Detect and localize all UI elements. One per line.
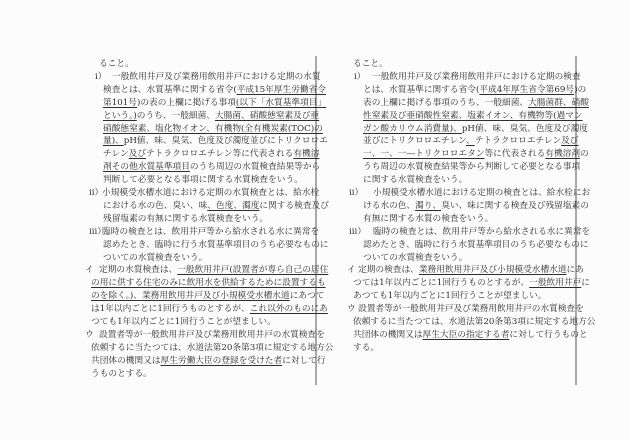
text-line [0,97,589,110]
line-text [363,174,573,187]
underlined-amendment: 業務用飲用井戸及び小規模受水槽水道 [418,265,567,276]
text-segment: のうち、一般細菌、 [136,110,215,121]
text-segment: する。 [353,342,380,353]
text-segment: うち周辺の水質検査結果等から判断して必要となる事項 [363,162,581,173]
line-text [363,123,588,136]
underlined-amendment: という。) [103,110,137,121]
text-segment: 設置者等が一般飲用井戸及び業務用飲用井戸の水質検査を [358,304,584,315]
text-line [0,123,588,136]
line-text [363,161,581,174]
text-segment: は1年以内ごとに1回行うものとするが、 [91,304,250,315]
text-segment: 認めたとき、臨時に行う水質基準項目のうち必要なものに [103,239,329,250]
line-text [363,84,587,97]
text-segment: ける水の色、 [363,200,416,211]
line-text [358,303,584,316]
text-line [0,303,584,316]
underlined-amendment: 有機溶 [293,149,320,160]
text-segment: 依頼するに当たつては、水道法第20条第3項に規定する地方公 [91,342,334,353]
text-segment: 検査とは、水質基準に関する省令( [103,84,237,95]
line-text [363,213,573,226]
text-segment: 等に代表される [484,149,546,160]
list-marker: イ [347,265,356,276]
text-segment: のうち周辺の水質検査結果等から [189,162,321,173]
underlined-amendment: のを除く。)、業務用飲用井戸及び小規模受水槽水道 [91,291,290,302]
line-text [363,252,573,265]
line-text [353,329,588,342]
text-segment: ついての水質検査をいう。 [103,252,208,263]
text-segment: 小規模受水槽水道における定期の水質検査とは、給水栓 [102,188,320,198]
text-segment: 共団体の機関又は [91,355,161,366]
line-text [353,316,596,329]
text-line [0,200,589,213]
text-line [0,329,588,342]
text-segment: うものとする。 [91,368,152,379]
line-text [363,97,589,110]
text-line [0,84,587,97]
text-segment: 並びにトリクロロエチレン [363,136,466,147]
underlined-amendment: 硝酸態窒素、塩化物イオン、有機物(全有機炭素(TOC)の [103,123,323,134]
text-segment: pH値、味、臭気、色度及び濁度 [461,123,588,134]
text-segment: テトラクロロエチレン等に代表される [146,149,294,160]
underlined-amendment: これ以外のものにあ [249,304,328,315]
text-segment: 定期の検査は、 [358,265,419,276]
underlined-amendment: 厚生労働大臣の登録を受けた者 [160,355,283,366]
text-segment: 臭い、味に関する検査及び残留塩素の [441,200,589,211]
text-segment: 臨時の検査とは、飲用井戸等から給水される水に異常を [373,226,591,237]
text-line [0,135,579,148]
text-segment: テトラクロロエチレン [474,136,562,147]
text-segment: つては1年以内ごとに1回行うものとするが、 [353,278,530,289]
text-line [0,226,591,239]
underlined-amendment: (以下「水質基準項目」 [235,97,327,108]
text-segment: ること。 [99,59,134,69]
line-text [372,71,581,84]
underlined-amendment: 大腸菌群、硝酸 [528,97,589,108]
text-line [0,239,589,252]
text-segment: 残留塩素の有無に関する水質検査をいう。 [103,213,269,224]
text-segment: に対して行 [282,355,326,366]
text-line [0,290,573,303]
text-line [0,148,589,161]
underlined-amendment: 性窒素及び亜硝酸性窒素、塩素イオン、有機物等(過マン [363,110,583,121]
line-text [358,264,584,277]
text-line [0,316,596,329]
text-segment: pH値、味、臭気、色度及び濁度並びにトリクロロエ [123,136,328,147]
underlined-amendment: 一般飲用井戸(設置者が専ら自己の居住 [177,265,329,276]
list-marker: i） [95,71,107,82]
text-segment: )の表の上欄に掲げる事項 [136,97,236,108]
underlined-amendment: 量)、 [103,136,124,147]
list-marker: ii） [349,188,364,198]
text-segment: 判断して必要となる事項に関する水質検査をいう。 [103,175,303,186]
text-segment: 表の上欄に掲げる事項のうち、一般細菌、 [363,97,529,108]
text-segment: ること。 [353,59,388,69]
text-line [0,277,590,290]
text-line [0,213,573,226]
text-segment: 有無に関する水質の検査をいう。 [363,213,494,224]
text-segment: にあつて [289,291,325,302]
underlined-amendment: 平成4年厚生省令第69号 [479,84,575,95]
list-marker: ii） [89,188,104,198]
text-line [0,342,573,355]
underlined-amendment: 厚生大臣の指定する者 [422,329,510,340]
text-segment: に関する水質検査をいう。 [363,175,468,186]
text-segment: つても1年以内ごとに1回行うことが望ましい。 [91,317,276,327]
underlined-amendment: 及び [128,149,147,160]
text-segment: 認めたとき、臨時に行う水質基準項目のうち必要なものに [363,239,589,250]
text-segment: における水の色、臭い、味 [103,200,208,211]
line-text [373,226,591,239]
underlined-amendment: ガン酸カリウム消費量)、 [363,123,462,134]
line-text [353,290,573,303]
text-line [0,58,573,71]
text-segment: 一般飲用井戸及び業務用飲用井戸における定期の水質 [112,71,321,82]
line-text [363,200,589,213]
text-line [0,161,581,174]
text-segment: 依頼するに当たつては、水道法第20条第3項に規定する地方公 [353,317,596,327]
text-segment: )の [574,84,587,95]
underlined-amendment: 第101号 [103,97,137,108]
line-text [363,110,583,123]
text-line [0,71,581,84]
list-marker: イ [85,265,94,276]
text-segment: 設置者等が一般飲用井戸及び業務用飲用井戸の水質検査を [99,329,325,340]
underlined-amendment: 平成15年厚生労働省令 [236,84,326,95]
text-segment: 小規模受水槽水道における定期の検査とは、給水栓にお [373,188,591,198]
line-text [363,135,579,148]
list-marker: ウ [347,304,356,315]
line-text [363,239,589,252]
underlined-amendment: 濁り、 [415,200,442,211]
text-segment: の [580,149,589,160]
text-line [0,264,584,277]
line-text [373,187,591,200]
underlined-amendment: 、色度、濁度 [207,200,260,211]
underlined-amendment: 一般飲用井戸 [529,278,582,289]
text-segment: 共団体の機関又は [353,329,423,340]
list-marker: i） [354,71,366,82]
text-segment: ついての水質検査をいう。 [363,252,468,263]
text-segment: とは、水質基準に関する省令( [363,84,480,95]
text-segment: 一般飲用井戸及び業務用飲用井戸における定期の検査 [372,71,581,82]
text-segment: あつても1年以内ごとに1回行うことが望ましい。 [353,291,547,302]
text-segment: に対して行うものと [509,329,588,340]
text-line [0,252,573,265]
text-segment: 臨時の検査とは、飲用井戸等から給水される水に異常を [102,226,320,237]
underlined-amendment: 有機溶剤 [545,149,581,160]
line-text [353,342,573,355]
line-text [353,58,573,71]
underlined-amendment: 剤その他水質基準項目 [103,162,190,173]
text-segment: に関する検査及び [259,200,329,211]
text-line [0,187,591,200]
underlined-amendment: 、 [466,136,475,147]
underlined-amendment: 大腸菌、硝酸態窒素及び亜 [214,110,320,121]
list-marker: ウ [85,329,94,340]
underlined-amendment: 一、一、一―トリクロロエタン [363,149,485,160]
text-line [0,110,583,123]
underlined-amendment: 及び [561,136,579,147]
line-text [363,148,589,161]
text-segment: にあ [566,265,584,276]
text-segment: チレン [103,149,129,160]
text-line [0,174,573,187]
text-segment: 定期の水質検査は、 [99,265,178,276]
list-marker: iii） [89,226,107,237]
underlined-amendment: の用に供する住宅のみに飲用水を供給するために設置するも [91,278,326,289]
line-text [353,277,590,290]
list-marker: iii） [349,226,367,237]
text-segment: に [581,278,590,289]
